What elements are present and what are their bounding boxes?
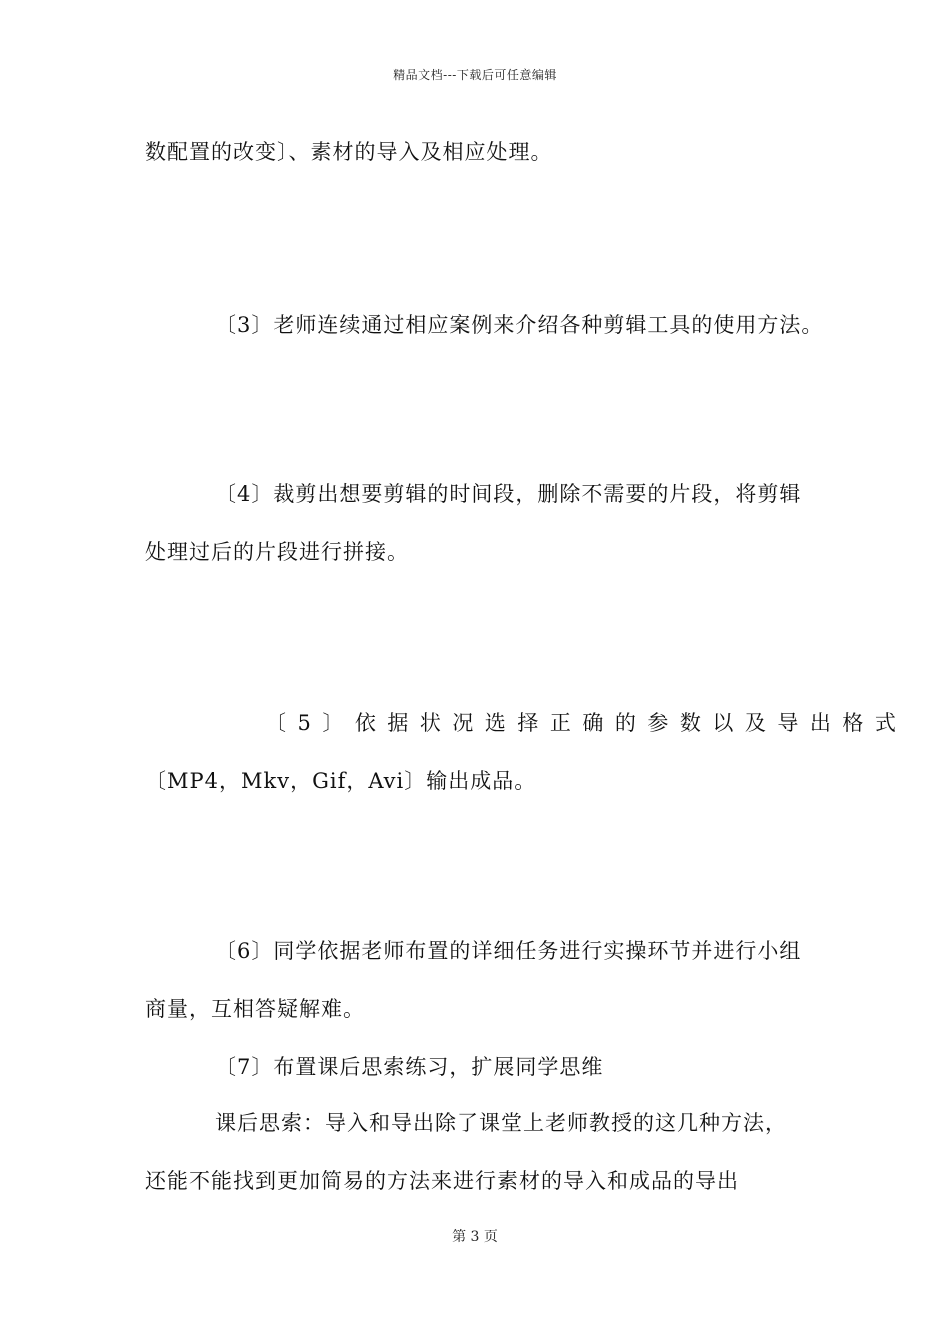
paragraph-step-3-line-1: 〔3〕老师连续通过相应案例来介绍各种剪辑工具的使用方法。 xyxy=(215,313,824,337)
page-number: 第 3 页 xyxy=(452,1229,498,1245)
paragraph-step-4-line-1: 〔4〕裁剪出想要剪辑的时间段，删除不需要的片段，将剪辑 xyxy=(215,482,802,506)
paragraph-step-6-line-1: 〔6〕同学依据老师布置的详细任务进行实操环节并进行小组 xyxy=(215,939,802,963)
paragraph-reflection-line-1: 课后思索：导入和导出除了课堂上老师教授的这几种方法， xyxy=(215,1111,787,1135)
paragraph-step-5-line-2: 〔MP4，Mkv，Gif，Avi〕输出成品。 xyxy=(145,769,537,793)
paragraph-step-6-line-2: 商量，互相答疑解难。 xyxy=(145,997,365,1021)
paragraph-step-7-line-1: 〔7〕布置课后思索练习，扩展同学思维 xyxy=(215,1055,604,1079)
paragraph-step-5-line-1: 〔5〕依据状况选择正确的参数以及导出格式 xyxy=(265,711,908,735)
paragraph-reflection-line-2: 还能不能找到更加简易的方法来进行素材的导入和成品的导出 xyxy=(145,1169,739,1193)
page-header: 精品文档---下载后可任意编辑 xyxy=(393,68,557,82)
paragraph-step-4-line-2: 处理过后的片段进行拼接。 xyxy=(145,540,409,564)
paragraph-continuation-line-1: 数配置的改变〕、素材的导入及相应处理。 xyxy=(145,140,553,164)
